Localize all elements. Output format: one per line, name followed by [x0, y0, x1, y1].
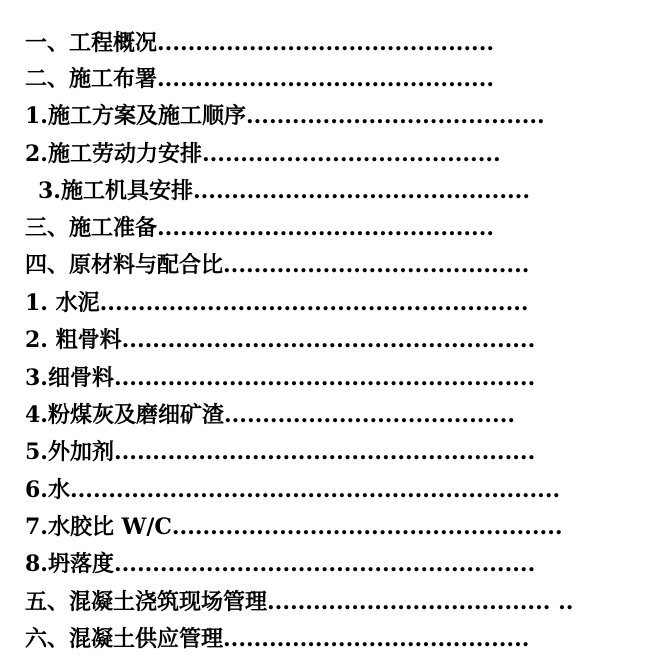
toc-dot-leader: ......................................: [223, 402, 516, 428]
toc-entry[interactable]: [25, 549, 620, 579]
toc-entry-label: 1. 水泥: [25, 290, 100, 316]
toc-entry-label: 1.施工方案及施工顺序: [25, 103, 246, 129]
toc-entry-label: 一、工程概况: [25, 30, 158, 56]
toc-entry[interactable]: [25, 437, 635, 467]
toc-entry-label: 5.外加剂: [25, 439, 114, 465]
toc-entry[interactable]: [25, 64, 625, 94]
toc-entry-label: 8.坍落度: [25, 551, 114, 577]
toc-entry[interactable]: [25, 288, 625, 318]
toc-entry[interactable]: [38, 176, 638, 206]
toc-entry[interactable]: [25, 101, 620, 131]
toc-entry-label: 3.细骨料: [25, 365, 114, 391]
toc-entry-label: 7.水胶比 W/C: [25, 514, 172, 540]
toc-dot-leader: .......................................................: [113, 439, 536, 465]
toc-dot-leader: ........................................: [223, 626, 530, 652]
toc-dot-leader: ............................................: [157, 215, 495, 241]
toc-dot-leader: .......................................................: [113, 365, 536, 391]
toc-entry-label: 6.水: [25, 477, 70, 503]
toc-entry-label: 2.施工劳动力安排: [25, 141, 202, 167]
toc-entry-label: 3.施工机具安排: [38, 178, 193, 204]
toc-entry[interactable]: [25, 250, 635, 280]
toc-dot-leader: ............................................: [157, 66, 495, 92]
toc-entry[interactable]: [25, 363, 635, 393]
toc-entry[interactable]: [25, 139, 630, 169]
toc-dot-leader: ............................................: [192, 178, 530, 204]
toc-entry[interactable]: [25, 325, 640, 355]
toc-entry-label: 二、施工布署: [25, 66, 158, 92]
toc-entry-label: 四、原材料与配合比: [25, 252, 224, 278]
toc-entry-label: 2. 粗骨料: [25, 327, 122, 353]
toc-entry[interactable]: [25, 475, 620, 505]
toc-dot-leader: .......................................: [201, 141, 501, 167]
toc-entry[interactable]: [25, 512, 620, 542]
toc-dot-leader: ..................................... ..: [267, 589, 574, 615]
toc-entry-label: 三、施工准备: [25, 215, 158, 241]
toc-entry[interactable]: [25, 587, 630, 617]
toc-dot-leader: ........................................: [223, 252, 530, 278]
toc-dot-leader: ...................................................: [171, 514, 563, 540]
toc-dot-leader: .......................................: [245, 103, 545, 129]
toc-dot-leader: ......................................................: [121, 327, 536, 353]
toc-dot-leader: .......................................................: [113, 551, 536, 577]
toc-dot-leader: ................................................................: [69, 477, 561, 503]
toc-dot-leader: ........................................................: [99, 290, 529, 316]
toc-entry[interactable]: [25, 624, 635, 654]
toc-entry[interactable]: [25, 400, 635, 430]
toc-entry[interactable]: [25, 28, 620, 58]
toc-dot-leader: ............................................: [157, 30, 495, 56]
toc-entry-label: 五、混凝土浇筑现场管理: [25, 589, 268, 615]
toc-entry-label: 4.粉煤灰及磨细矿渣: [25, 402, 224, 428]
toc-entry-label: 六、混凝土供应管理: [25, 626, 224, 652]
toc-entry[interactable]: [25, 213, 630, 243]
